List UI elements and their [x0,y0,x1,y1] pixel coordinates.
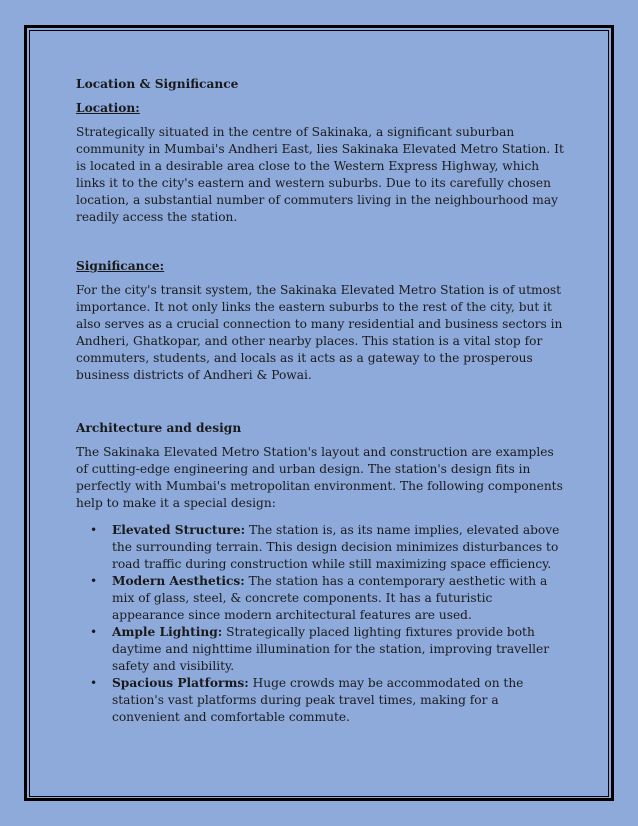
spacer [76,384,566,416]
list-item-text: The station has a contemporary aesthetic with a mix of glass, steel, & concrete components. It has a futuristic appearance since modern architectural features are used. [112,574,548,622]
list-item-term: Spacious Platforms: [112,676,249,690]
list-item-text: Strategically placed lighting fixtures provide both daytime and nighttime illumination for the station, improving traveller safety and visibility. [112,625,550,673]
list-item-text: Huge crowds may be accommodated on the station's vast platforms during peak travel times, making for a convenient and comfortable commute. [112,676,524,724]
architecture-intro-paragraph: The Sakinaka Elevated Metro Station's layout and construction are examples of cutting-edge engineering and urban design. The station's design fits in perfectly with Mumbai's metropolitan environment. The following components help to make it a special design: [76,445,563,510]
section-title-location-significance: Location & Significance [76,77,239,91]
list-item [90,675,566,726]
list-item [90,624,566,675]
architecture-bullet-list [76,522,566,726]
location-paragraph: Strategically situated in the centre of Sakinaka, a significant suburban community in Mumbai's Andheri East, lies Sakinaka Elevated Metro Station. It is located in a desirable area close to the Western Express Highway, which links it to the city's eastern and western suburbs. Due to its carefully chosen location, a substantial number of commuters living in the neighbourhood may readily access the station. [76,125,564,224]
significance-paragraph: For the city's transit system, the Sakinaka Elevated Metro Station is of utmost importance. It not only links the eastern suburbs to the rest of the city, but it also serves as a crucial connection to many residential and business sectors in Andheri, Ghatkopar, and other nearby places. This station is a vital stop for commuters, students, and locals as it acts as a gateway to the prosperous business districts of Andheri & Powai. [76,283,563,382]
bullet-icon: • [90,625,98,639]
list-item-term: Elevated Structure: [112,523,246,537]
document-content [76,72,566,726]
list-item-text: The station is, as its name implies, elevated above the surrounding terrain. This design decision minimizes disturbances to road traffic during construction while still maximizing space efficiency. [112,523,560,571]
significance-heading: Significance: [76,259,165,273]
list-item [90,573,566,624]
bullet-icon: • [90,574,98,588]
list-item-term: Modern Aesthetics: [112,574,245,588]
list-item [90,522,566,573]
spacer [76,226,566,258]
location-heading: Location: [76,101,140,115]
list-item-term: Ample Lighting: [112,625,223,639]
section-title-architecture: Architecture and design [76,421,242,435]
bullet-icon: • [90,676,98,690]
bullet-icon: • [90,523,98,537]
